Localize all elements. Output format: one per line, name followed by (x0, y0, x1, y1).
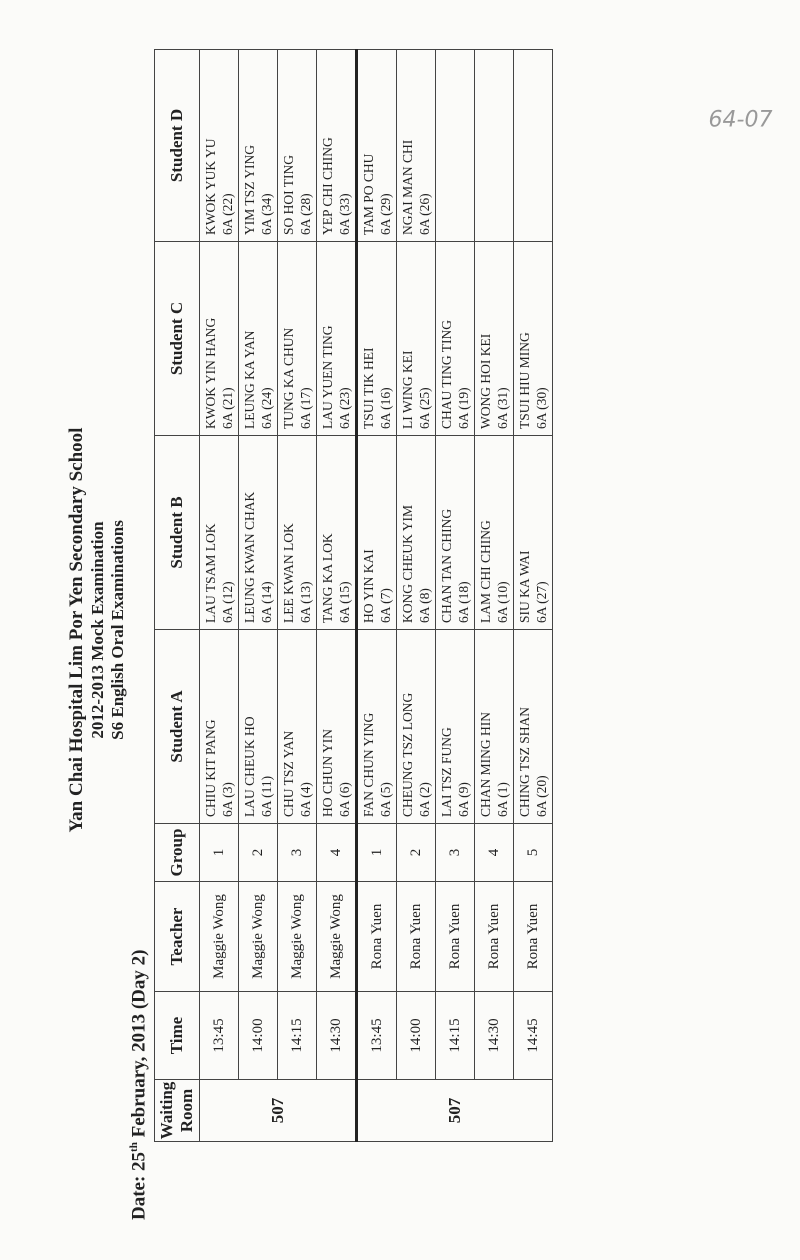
school-title: Yan Chai Hospital Lim Por Yen Secondary School (66, 427, 87, 833)
table-row (436, 50, 475, 1142)
student-b-cell (200, 436, 239, 630)
student-a-cell (514, 630, 553, 824)
student-name: LAU CHEUK HO (242, 716, 257, 817)
student-class: 6A (7) (378, 588, 393, 623)
student-d-cell (278, 50, 317, 242)
student-d-cell (357, 50, 397, 242)
group-cell: 1 (200, 824, 239, 882)
time-cell: 14:45 (514, 992, 553, 1080)
student-name: NGAI MAN CHI (400, 139, 415, 235)
table-row (239, 50, 278, 1142)
student-name: KWOK YIN HANG (203, 317, 218, 429)
col-header: Group (155, 824, 200, 882)
student-class: 6A (19) (456, 387, 471, 429)
group-cell: 2 (397, 824, 436, 882)
student-a-cell (278, 630, 317, 824)
student-c-cell (200, 242, 239, 436)
table-row (514, 50, 553, 1142)
schedule-body (200, 50, 553, 1142)
student-b-cell (475, 436, 514, 630)
student-b-cell (357, 436, 397, 630)
student-class: 6A (9) (456, 782, 471, 817)
student-b-cell (239, 436, 278, 630)
student-c-cell (514, 242, 553, 436)
teacher-cell: Maggie Wong (278, 882, 317, 992)
student-name: LAM CHI CHING (478, 520, 493, 623)
student-class: 6A (31) (495, 387, 510, 429)
col-header: Waiting Room (155, 1080, 200, 1142)
subject-title: S6 English Oral Examinations (108, 520, 127, 740)
student-class: 6A (29) (378, 193, 393, 235)
group-cell: 1 (357, 824, 397, 882)
student-class: 6A (3) (220, 782, 235, 817)
date-suffix: th (128, 1142, 140, 1152)
handwritten-note: 64-07 (708, 107, 773, 133)
student-b-cell (436, 436, 475, 630)
student-class: 6A (11) (259, 775, 274, 817)
date-prefix: Date: 25 (128, 1151, 150, 1220)
student-class: 6A (20) (534, 775, 549, 817)
student-name: KWOK YUK YU (203, 138, 218, 235)
group-cell: 4 (317, 824, 357, 882)
student-name: LEE KWAN LOK (281, 523, 296, 623)
table-row (278, 50, 317, 1142)
student-name: FAN CHUN YING (361, 712, 376, 817)
student-name: LI WING KEI (400, 350, 415, 429)
student-class: 6A (23) (337, 387, 352, 429)
student-name: CHIU KIT PANG (203, 719, 218, 817)
date-rest: February, 2013 (Day 2) (128, 949, 150, 1143)
student-name: TSUI TIK HEI (361, 347, 376, 429)
student-a-cell (436, 630, 475, 824)
student-name: YIM TSZ YING (242, 145, 257, 235)
col-header: Teacher (155, 882, 200, 992)
table-row (200, 50, 239, 1142)
student-class: 6A (13) (298, 581, 313, 623)
student-class: 6A (28) (298, 193, 313, 235)
schedule-table (154, 49, 553, 1142)
student-name: LEUNG KA YAN (242, 330, 257, 429)
exam-title: 2012-2013 Mock Examination (88, 521, 107, 739)
teacher-cell: Rona Yuen (357, 882, 397, 992)
student-class: 6A (14) (259, 581, 274, 623)
student-c-cell (397, 242, 436, 436)
student-a-cell (475, 630, 514, 824)
time-cell: 14:15 (436, 992, 475, 1080)
student-class: 6A (8) (417, 588, 432, 623)
time-cell: 14:30 (475, 992, 514, 1080)
time-cell: 14:00 (397, 992, 436, 1080)
group-cell: 3 (278, 824, 317, 882)
student-class: 6A (27) (534, 581, 549, 623)
student-d-cell (200, 50, 239, 242)
student-class: 6A (30) (534, 387, 549, 429)
student-name: CHU TSZ YAN (281, 730, 296, 817)
student-class: 6A (18) (456, 581, 471, 623)
student-name: TSUI HIU MING (517, 332, 532, 429)
student-class: 6A (33) (337, 193, 352, 235)
col-header: Time (155, 992, 200, 1080)
student-b-cell (317, 436, 357, 630)
student-c-cell (317, 242, 357, 436)
student-name: SO HOI TING (281, 155, 296, 235)
teacher-cell: Maggie Wong (317, 882, 357, 992)
student-class: 6A (16) (378, 387, 393, 429)
student-a-cell (200, 630, 239, 824)
student-class: 6A (17) (298, 387, 313, 429)
student-class: 6A (6) (337, 782, 352, 817)
student-name: TAM PO CHU (361, 153, 376, 235)
student-class: 6A (12) (220, 581, 235, 623)
student-a-cell (239, 630, 278, 824)
student-c-cell (239, 242, 278, 436)
student-c-cell (357, 242, 397, 436)
student-class: 6A (21) (220, 387, 235, 429)
student-class: 6A (25) (417, 387, 432, 429)
student-d-cell (317, 50, 357, 242)
student-a-cell (317, 630, 357, 824)
student-name: HO CHUN YIN (320, 729, 335, 817)
student-name: LEUNG KWAN CHAK (242, 491, 257, 623)
col-header: Student B (155, 436, 200, 630)
teacher-cell: Maggie Wong (200, 882, 239, 992)
header-row (155, 50, 200, 1142)
student-d-cell (436, 50, 475, 242)
student-name: CHEUNG TSZ LONG (400, 692, 415, 817)
group-cell: 5 (514, 824, 553, 882)
waiting-room-cell: 507 (357, 1080, 553, 1142)
student-class: 6A (15) (337, 581, 352, 623)
student-d-cell (514, 50, 553, 242)
student-d-cell (475, 50, 514, 242)
student-class: 6A (5) (378, 782, 393, 817)
teacher-cell: Rona Yuen (514, 882, 553, 992)
col-header: Student D (155, 50, 200, 242)
teacher-cell: Rona Yuen (397, 882, 436, 992)
student-name: CHAN TAN CHING (439, 508, 454, 623)
student-name: CHING TSZ SHAN (517, 706, 532, 817)
student-name: LAU TSAM LOK (203, 523, 218, 623)
teacher-cell: Rona Yuen (436, 882, 475, 992)
col-header: Student C (155, 242, 200, 436)
student-class: 6A (34) (259, 193, 274, 235)
student-d-cell (239, 50, 278, 242)
time-cell: 13:45 (200, 992, 239, 1080)
exam-date (128, 950, 150, 1220)
student-a-cell (357, 630, 397, 824)
student-c-cell (436, 242, 475, 436)
group-cell: 3 (436, 824, 475, 882)
student-c-cell (475, 242, 514, 436)
table-row (317, 50, 357, 1142)
time-cell: 14:00 (239, 992, 278, 1080)
student-class: 6A (22) (220, 193, 235, 235)
group-cell: 2 (239, 824, 278, 882)
student-c-cell (278, 242, 317, 436)
student-d-cell (397, 50, 436, 242)
student-name: HO YIN KAI (361, 549, 376, 623)
table-row (475, 50, 514, 1142)
col-header: Student A (155, 630, 200, 824)
student-class: 6A (26) (417, 193, 432, 235)
waiting-room-cell: 507 (200, 1080, 357, 1142)
student-class: 6A (1) (495, 782, 510, 817)
student-b-cell (514, 436, 553, 630)
table-row (397, 50, 436, 1142)
student-class: 6A (10) (495, 581, 510, 623)
student-name: LAU YUEN TING (320, 325, 335, 429)
time-cell: 14:30 (317, 992, 357, 1080)
student-b-cell (278, 436, 317, 630)
student-name: TANG KA LOK (320, 533, 335, 623)
table-row (357, 50, 397, 1142)
time-cell: 14:15 (278, 992, 317, 1080)
teacher-cell: Rona Yuen (475, 882, 514, 992)
student-class: 6A (4) (298, 782, 313, 817)
student-a-cell (397, 630, 436, 824)
student-name: SIU KA WAI (517, 550, 532, 623)
time-cell: 13:45 (357, 992, 397, 1080)
student-name: KONG CHEUK YIM (400, 505, 415, 623)
student-name: WONG HOI KEI (478, 333, 493, 429)
student-name: CHAU TING TING (439, 320, 454, 429)
student-class: 6A (2) (417, 782, 432, 817)
student-name: CHAN MING HIN (478, 712, 493, 817)
student-class: 6A (24) (259, 387, 274, 429)
group-cell: 4 (475, 824, 514, 882)
student-b-cell (397, 436, 436, 630)
teacher-cell: Maggie Wong (239, 882, 278, 992)
student-name: YEP CHI CHING (320, 137, 335, 235)
student-name: TUNG KA CHUN (281, 327, 296, 429)
student-name: LAI TSZ FUNG (439, 727, 454, 817)
